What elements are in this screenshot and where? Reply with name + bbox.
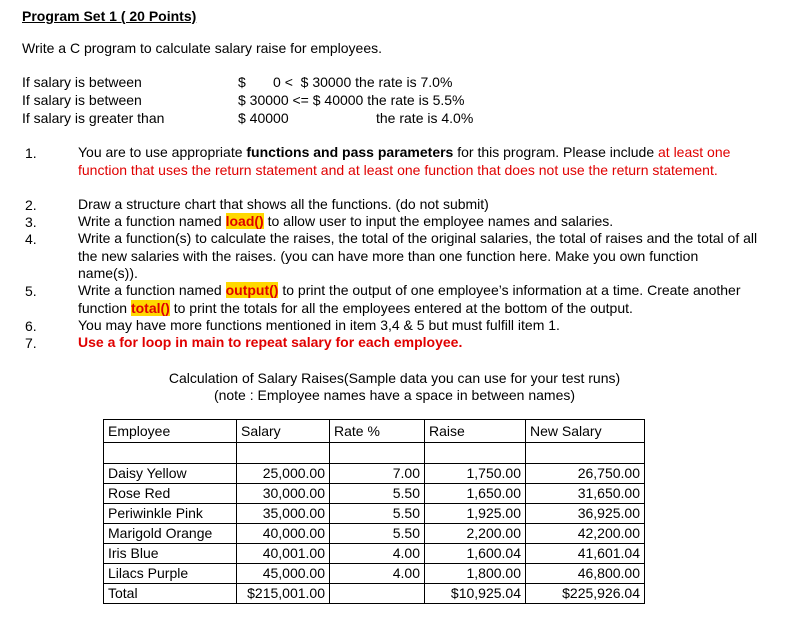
cell-rate: 4.00 <box>330 564 425 584</box>
cell-rate: 7.00 <box>330 464 425 484</box>
item-7: Use a for loop in main to repeat salary for each employee. <box>78 334 463 350</box>
cell-total-rate <box>330 584 425 604</box>
spacer-cell <box>526 443 645 464</box>
cell-raise: 2,200.00 <box>425 524 526 544</box>
item-number-3: 3. <box>25 214 37 230</box>
spacer-cell <box>425 443 526 464</box>
spacer-cell <box>104 443 237 464</box>
cell-salary: 25,000.00 <box>237 464 330 484</box>
cell-total-label: Total <box>104 584 237 604</box>
item-2: Draw a structure chart that shows all the functions. (do not submit) <box>78 196 489 212</box>
table-row <box>104 464 645 484</box>
item-number-7: 7. <box>25 335 37 351</box>
item-1-text-mid: for this program. Please include <box>453 144 658 160</box>
intro-text: Write a C program to calculate salary raise for employees. <box>22 40 382 56</box>
item-5-text: Write a function named <box>78 282 226 298</box>
cell-total-raise: $10,925.04 <box>425 584 526 604</box>
item-4: Write a function(s) to calculate the raises, the total of the original salaries, the total of raises and the total of all the new salaries with the raises. (you can have more than one function here. Make you own function name(s)). <box>78 230 758 281</box>
cell-new-salary: 46,800.00 <box>526 564 645 584</box>
cell-total-new-salary: $225,926.04 <box>526 584 645 604</box>
cell-employee: Iris Blue <box>104 544 237 564</box>
item-number-4: 4. <box>25 231 37 247</box>
item-3 <box>78 213 758 231</box>
cell-raise: 1,600.04 <box>425 544 526 564</box>
header-employee: Employee <box>104 420 237 443</box>
item-number-5: 5. <box>25 283 37 299</box>
rule-rate-3: the rate is 4.0% <box>376 110 474 126</box>
table-row <box>104 524 645 544</box>
item-6: You may have more functions mentioned in item 3,4 & 5 but must fulfill item 1. <box>78 317 560 333</box>
item-number-6: 6. <box>25 318 37 334</box>
table-row <box>104 484 645 504</box>
cell-employee: Rose Red <box>104 484 237 504</box>
cell-rate: 5.50 <box>330 504 425 524</box>
cell-raise: 1,800.00 <box>425 564 526 584</box>
load-function-highlight: load() <box>225 213 264 229</box>
item-5 <box>78 282 758 317</box>
cell-total-salary: $215,001.00 <box>237 584 330 604</box>
rule-range-3: $ 40000 <box>238 110 289 126</box>
cell-salary: 30,000.00 <box>237 484 330 504</box>
header-new-salary: New Salary <box>526 420 645 443</box>
rule-label-3: If salary is greater than <box>22 110 165 126</box>
item-3-text-post: to allow user to input the employee names and salaries. <box>263 213 614 229</box>
item-3-text: Write a function named <box>78 213 226 229</box>
page-title: Program Set 1 ( 20 Points) <box>22 8 197 24</box>
table-row <box>104 504 645 524</box>
header-salary: Salary <box>237 420 330 443</box>
item-number-1: 1. <box>25 145 37 161</box>
item-number-2: 2. <box>25 197 37 213</box>
table-spacer-row <box>104 443 645 464</box>
cell-salary: 40,000.00 <box>237 524 330 544</box>
table-row <box>104 564 645 584</box>
item-1-text: You are to use appropriate <box>78 144 247 160</box>
item-1-red: at least one function that uses the return statement and at least one function that does not use the return statement. <box>78 144 731 178</box>
rule-label-2: If salary is between <box>22 92 142 108</box>
spacer-cell <box>330 443 425 464</box>
cell-new-salary: 26,750.00 <box>526 464 645 484</box>
item-1 <box>78 144 758 179</box>
item-5-text-post: to print the totals for all the employees entered at the bottom of the output. <box>169 299 633 316</box>
cell-employee: Daisy Yellow <box>104 464 237 484</box>
cell-salary: 35,000.00 <box>237 504 330 524</box>
item-1-bold: functions and pass parameters <box>246 144 454 160</box>
calc-title: Calculation of Salary Raises(Sample data you can use for your test runs) <box>168 370 621 386</box>
cell-raise: 1,925.00 <box>425 504 526 524</box>
cell-new-salary: 41,601.04 <box>526 544 645 564</box>
cell-salary: 40,001.00 <box>237 544 330 564</box>
spacer-cell <box>237 443 330 464</box>
cell-new-salary: 31,650.00 <box>526 484 645 504</box>
cell-rate: 4.00 <box>330 544 425 564</box>
calc-note: (note : Employee names have a space in between names) <box>213 387 576 403</box>
cell-employee: Lilacs Purple <box>104 564 237 584</box>
cell-rate: 5.50 <box>330 524 425 544</box>
cell-employee: Marigold Orange <box>104 524 237 544</box>
rule-range-1: $ 0 < $ 30000 the rate is 7.0% <box>238 74 453 90</box>
table-total-row <box>104 584 645 604</box>
output-function-highlight: output() <box>225 282 279 298</box>
item-5-text-mid: to print the output of one employee’s information at a time. Create another function <box>78 282 741 316</box>
header-rate: Rate % <box>330 420 425 443</box>
cell-raise: 1,750.00 <box>425 464 526 484</box>
table-row <box>104 544 645 564</box>
cell-new-salary: 42,200.00 <box>526 524 645 544</box>
cell-raise: 1,650.00 <box>425 484 526 504</box>
salary-table <box>103 419 645 604</box>
cell-new-salary: 36,925.00 <box>526 504 645 524</box>
header-raise: Raise <box>425 420 526 443</box>
cell-employee: Periwinkle Pink <box>104 504 237 524</box>
cell-salary: 45,000.00 <box>237 564 330 584</box>
total-function-highlight: total() <box>130 299 170 316</box>
table-header-row <box>104 420 645 443</box>
cell-rate: 5.50 <box>330 484 425 504</box>
rule-label-1: If salary is between <box>22 74 142 90</box>
rule-range-2: $ 30000 <= $ 40000 the rate is 5.5% <box>238 92 465 108</box>
